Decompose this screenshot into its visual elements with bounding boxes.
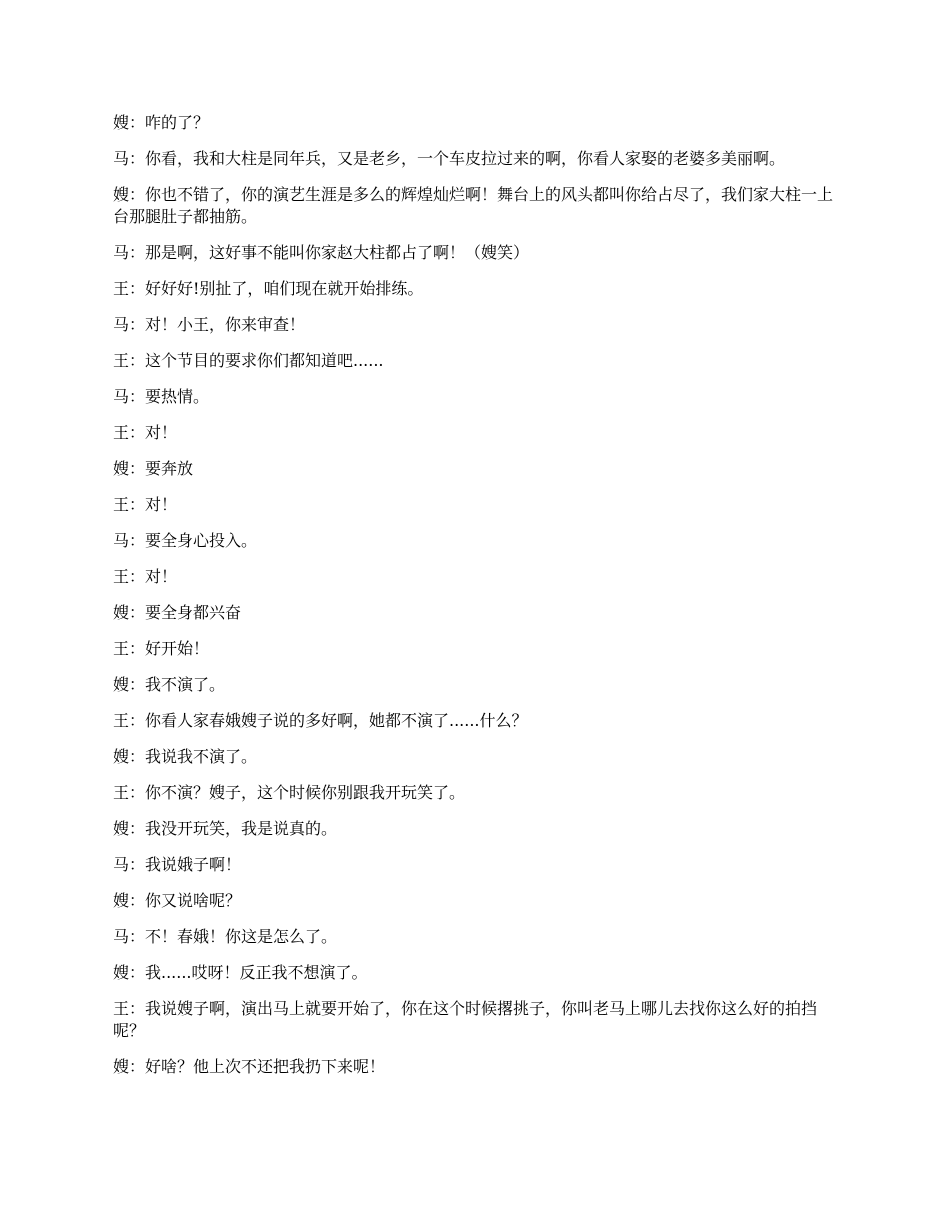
dialogue-line: 王：好开始！ bbox=[113, 639, 210, 658]
dialogue-line: 嫂：你也不错了，你的演艺生涯是多么的辉煌灿烂啊！舞台上的风头都叫你给占尽了，我们家大柱一上台那腿肚子都抽筋。 bbox=[113, 185, 834, 226]
dialogue-line: 王：我说嫂子啊，演出马上就要开始了，你在这个时候撂挑子，你叫老马上哪儿去找你这么好的拍挡呢？ bbox=[113, 999, 818, 1040]
dialogue-line: 王：这个节目的要求你们都知道吧...... bbox=[113, 351, 384, 370]
dialogue-line: 王：你看人家春娥嫂子说的多好啊，她都不演了......什么？ bbox=[113, 711, 528, 730]
dialogue-line: 嫂：咋的了？ bbox=[113, 113, 210, 132]
dialogue-line: 嫂：要全身都兴奋 bbox=[113, 603, 242, 622]
dialogue-line: 嫂：你又说啥呢？ bbox=[113, 891, 242, 910]
dialogue-line: 马：你看，我和大柱是同年兵，又是老乡，一个车皮拉过来的啊，你看人家娶的老婆多美丽啊。 bbox=[113, 149, 786, 168]
dialogue-line: 马：我说娥子啊！ bbox=[113, 855, 242, 874]
dialogue-line: 王：好好好!别扯了，咱们现在就开始排练。 bbox=[113, 279, 424, 298]
dialogue-line: 嫂：我不演了。 bbox=[113, 675, 226, 694]
dialogue-line: 嫂：要奔放 bbox=[113, 459, 194, 478]
dialogue-line: 马：不！春娥！你这是怎么了。 bbox=[113, 927, 338, 946]
dialogue-line: 嫂：好啥？他上次不还把我扔下来呢！ bbox=[113, 1057, 386, 1076]
dialogue-line: 王：对！ bbox=[113, 423, 178, 442]
dialogue-line: 王：你不演？嫂子，这个时候你别跟我开玩笑了。 bbox=[113, 783, 466, 802]
dialogue-line: 嫂：我说我不演了。 bbox=[113, 747, 258, 766]
dialogue-line: 马：那是啊，这好事不能叫你家赵大柱都占了啊！（嫂笑） bbox=[113, 243, 530, 262]
dialogue-line: 马：对！小王，你来审查！ bbox=[113, 315, 306, 334]
dialogue-line: 马：要热情。 bbox=[113, 387, 210, 406]
dialogue-line: 王：对！ bbox=[113, 495, 178, 514]
dialogue-line: 嫂：我没开玩笑，我是说真的。 bbox=[113, 819, 338, 838]
dialogue-line: 王：对！ bbox=[113, 567, 178, 586]
dialogue-line: 嫂：我......哎呀！反正我不想演了。 bbox=[113, 963, 368, 982]
dialogue-line: 马：要全身心投入。 bbox=[113, 531, 258, 550]
